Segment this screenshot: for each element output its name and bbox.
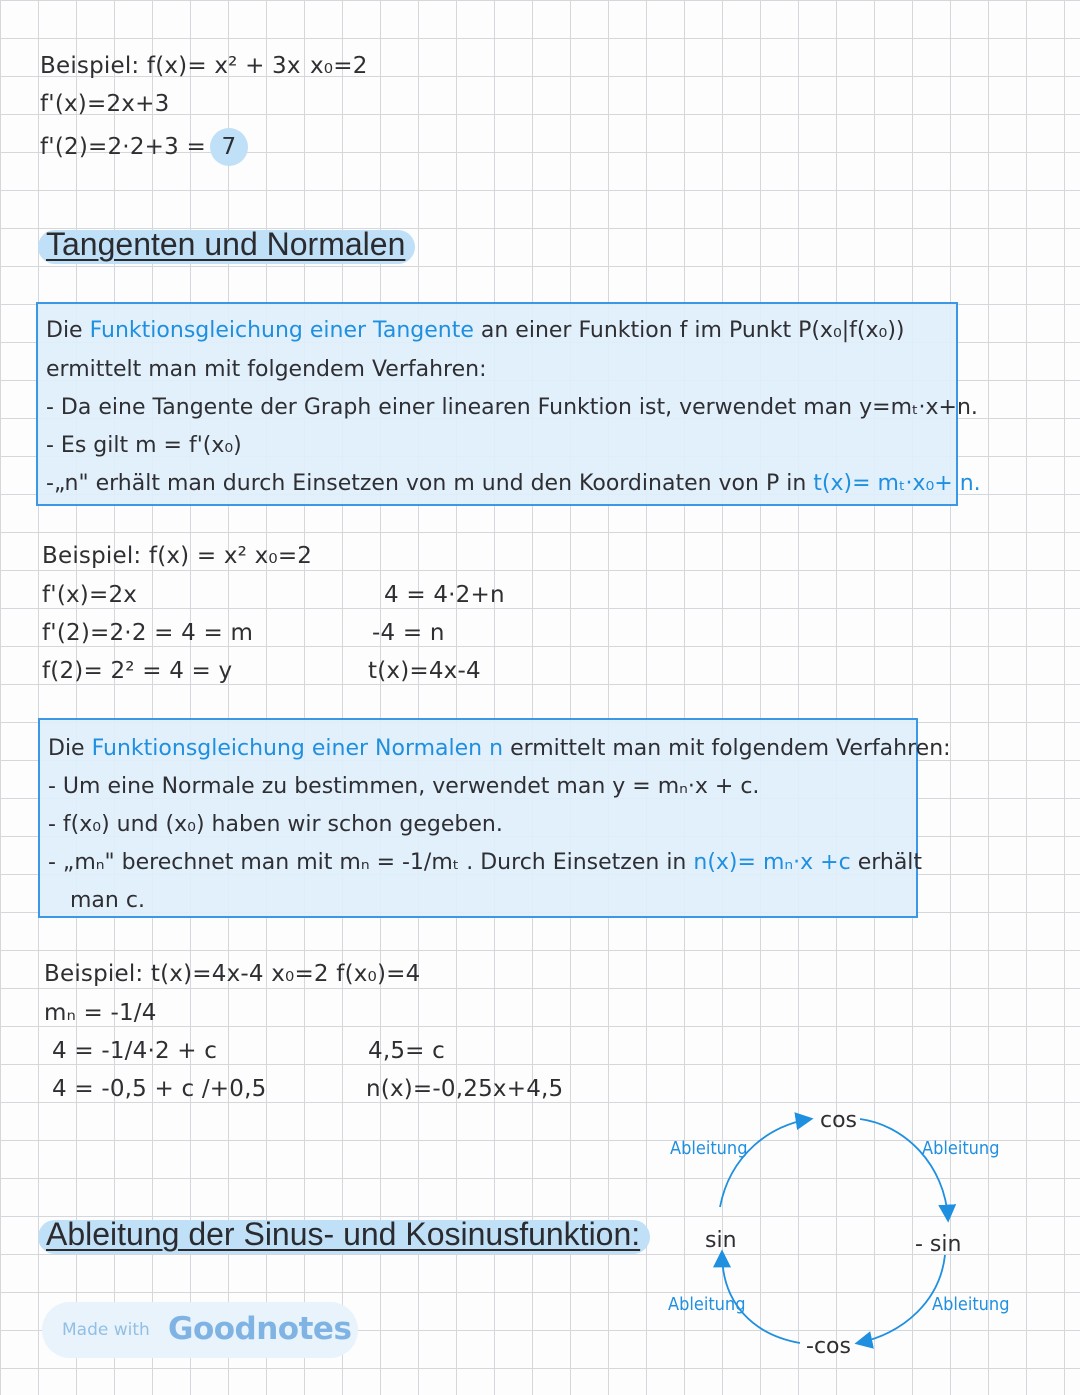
tangent-box-line1 bbox=[46, 320, 905, 342]
watermark-brand: Goodnotes bbox=[168, 1311, 352, 1347]
tangent-box-l1-post: an einer Funktion f im Punkt P(x₀|f(x₀)) bbox=[480, 318, 905, 343]
section-title-tangents-text: Tangenten und Normalen bbox=[46, 226, 406, 262]
normal-box-l1-highlight: Funktionsgleichung einer Normalen n bbox=[91, 736, 504, 761]
example3-right2: n(x)=-0,25x+4,5 bbox=[366, 1076, 564, 1102]
normal-box-line3: - f(x₀) und (x₀) haben wir schon gegeben. bbox=[48, 812, 503, 837]
example3-right1: 4,5= c bbox=[368, 1038, 446, 1064]
normal-box-l1-post: ermittelt man mit folgendem Verfahren: bbox=[510, 736, 951, 761]
tangent-definition-box bbox=[36, 302, 981, 506]
example1-line3-text: f'(2)=2·2+3 = bbox=[40, 134, 206, 160]
cycle-sin: sin bbox=[705, 1228, 737, 1253]
tangent-box-l5-highlight: t(x)= mₜ·x₀+ n. bbox=[813, 471, 981, 496]
normal-box-line2: - Um eine Normale zu bestimmen, verwendet man y = mₙ·x + c. bbox=[48, 774, 760, 799]
cycle-minus-sin: - sin bbox=[915, 1232, 962, 1257]
example1-line3 bbox=[40, 128, 248, 166]
example1-line1: Beispiel: f(x)= x² + 3x bbox=[40, 53, 301, 79]
cycle-label-bottom-right: Ableitung bbox=[932, 1294, 1010, 1315]
tangent-box-line5 bbox=[46, 473, 981, 495]
cycle-minus-cos: -cos bbox=[806, 1334, 851, 1359]
tangent-box-line3: - Da eine Tangente der Graph einer linearen Funktion ist, verwendet man y=mₜ·x+n. bbox=[46, 395, 978, 420]
arrow-cos-to-minus-sin bbox=[860, 1119, 948, 1219]
example3-line4: 4 = -0,5 + c /+0,5 bbox=[52, 1076, 267, 1102]
example3-line3: 4 = -1/4·2 + c bbox=[52, 1038, 218, 1064]
cycle-label-top-left: Ableitung bbox=[670, 1138, 748, 1159]
normal-box-line5: man c. bbox=[70, 888, 145, 913]
cycle-cos: cos bbox=[820, 1108, 858, 1133]
example2-line2: f'(x)=2x bbox=[42, 582, 138, 608]
example2-line1: Beispiel: f(x) = x² x₀=2 bbox=[42, 543, 313, 569]
example3-line1: Beispiel: t(x)=4x-4 x₀=2 f(x₀)=4 bbox=[44, 961, 421, 987]
example2-right1: 4 = 4·2+n bbox=[384, 582, 505, 608]
example2-line4: f(2)= 2² = 4 = y bbox=[42, 658, 233, 684]
tangent-box-l5-pre: -„n" erhält man durch Einsetzen von m und den Koordinaten von P in bbox=[46, 471, 807, 496]
section-title-sine-cosine bbox=[46, 1216, 640, 1253]
tangent-box-line2: ermittelt man mit folgendem Verfahren: bbox=[46, 357, 487, 382]
example1-line2: f'(x)=2x+3 bbox=[40, 91, 170, 117]
example1-x0: x₀=2 bbox=[310, 53, 368, 79]
tangent-box-l1-pre: Die bbox=[46, 318, 83, 343]
normal-box-l1-pre: Die bbox=[48, 736, 85, 761]
normal-box-l4-post: erhält bbox=[857, 850, 923, 875]
normal-box-line1 bbox=[48, 738, 951, 760]
cycle-label-top-right: Ableitung bbox=[922, 1138, 1000, 1159]
example1-result: 7 bbox=[210, 128, 248, 166]
example2-line3: f'(2)=2·2 = 4 = m bbox=[42, 620, 254, 646]
normal-box-line4 bbox=[48, 852, 922, 874]
normal-definition-box bbox=[38, 718, 951, 918]
normal-box-l4-pre: - „mₙ" berechnet man mit mₙ = -1/mₜ . Durch Einsetzen in bbox=[48, 850, 687, 875]
normal-box-l4-highlight: n(x)= mₙ·x +c bbox=[693, 850, 851, 875]
tangent-box-l1-highlight: Funktionsgleichung einer Tangente bbox=[89, 318, 474, 343]
example2-right3: t(x)=4x-4 bbox=[368, 658, 481, 684]
watermark-made-with: Made with bbox=[62, 1320, 150, 1340]
tangent-box-line4: - Es gilt m = f'(x₀) bbox=[46, 433, 242, 458]
arrow-sin-to-cos bbox=[720, 1119, 810, 1207]
goodnotes-watermark bbox=[42, 1302, 358, 1358]
section-title-tangents bbox=[46, 226, 405, 263]
section-title-sine-cosine-text: Ableitung der Sinus- und Kosinusfunktion: bbox=[46, 1216, 641, 1252]
example3-line2: mₙ = -1/4 bbox=[44, 1000, 157, 1026]
cycle-label-bottom-left: Ableitung bbox=[668, 1294, 746, 1315]
example2-right2: -4 = n bbox=[372, 620, 445, 646]
